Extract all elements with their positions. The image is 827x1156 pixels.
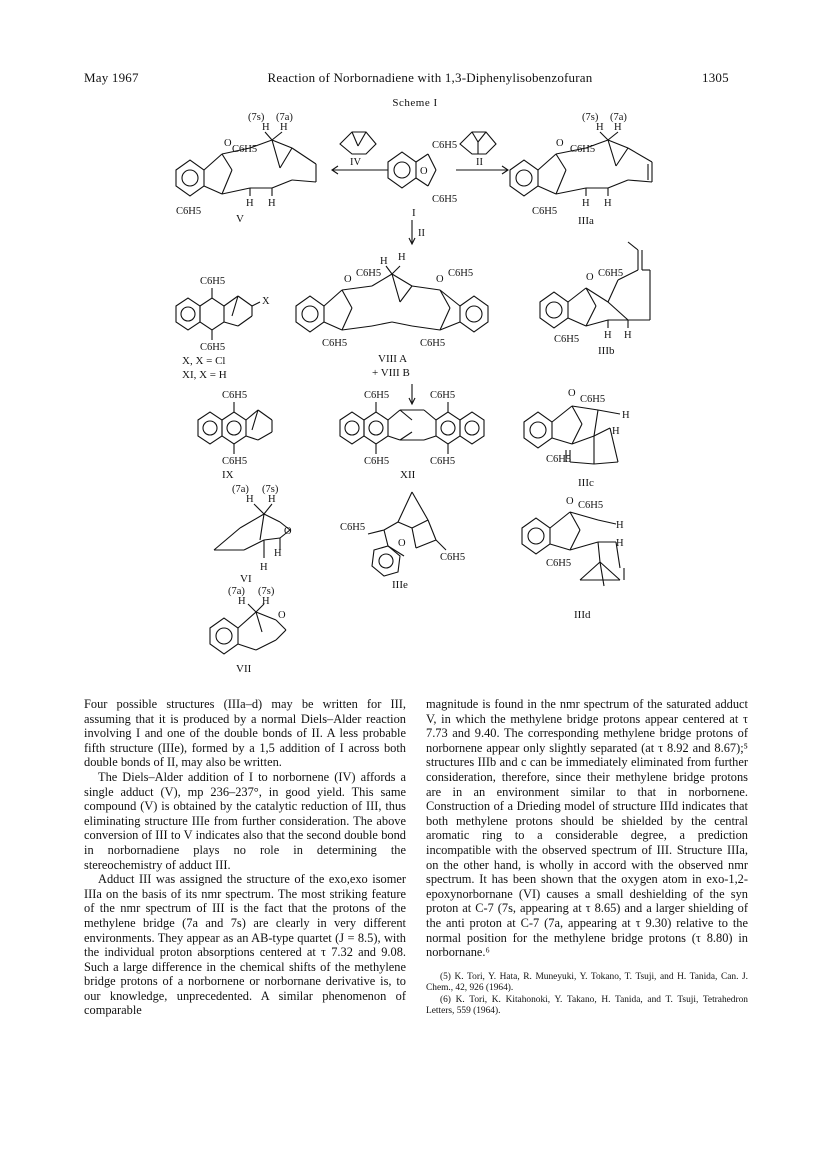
atom-o: O — [344, 274, 352, 285]
compound-label-VIIIB: + VIII B — [372, 367, 410, 379]
substituent-c6h5: C6H5 — [432, 140, 458, 151]
paragraph: Four possible structures (IIIa–d) may be written for III, assuming that it is produced by a normal Diels–Alder reaction involving I and one of the double bonds of II. A less probable fifth structure (IIIe), formed by a 1,5 addition of I across both double bonds of II, may also be written. — [84, 697, 406, 770]
arrow-label-II: II — [476, 157, 483, 168]
structure-IIIe — [340, 492, 465, 591]
compound-label-IIIa: IIIa — [578, 215, 594, 227]
substituent-c6h5: C6H5 — [448, 268, 474, 279]
left-column — [84, 697, 406, 1018]
atom-h-7s: H — [596, 122, 604, 133]
structure-I — [388, 140, 457, 219]
atom-h: H — [246, 494, 254, 505]
footnote-5: (5) K. Tori, Y. Hata, R. Muneyuki, Y. Tokano, T. Tsuji, and H. Tanida, Can. J. Chem., 42, 926 (1964). — [426, 971, 748, 994]
compound-label-IIIc: IIIc — [578, 477, 594, 489]
label-7a: (7a) — [610, 112, 627, 123]
atom-h: H — [616, 538, 624, 549]
atom-o: O — [398, 538, 406, 549]
compound-label-XII: XII — [400, 469, 416, 481]
atom-o: O — [284, 526, 292, 537]
label-7a: (7a) — [232, 484, 249, 495]
compound-label-VII: VII — [236, 663, 252, 675]
substituent-c6h5: C6H5 — [570, 144, 596, 155]
compound-label-IX: IX — [222, 469, 234, 481]
atom-h-7a: H — [614, 122, 622, 133]
atom-h: H — [380, 256, 388, 267]
arrow-label-IV: IV — [350, 157, 362, 168]
arrow-label-II-down: II — [418, 228, 425, 239]
substituent-c6h5: C6H5 — [232, 144, 258, 155]
atom-o: O — [420, 166, 428, 177]
compound-label-IIId: IIId — [574, 609, 591, 621]
substituent-c6h5: C6H5 — [440, 552, 466, 563]
right-column — [426, 697, 748, 1018]
atom-h: H — [246, 198, 254, 209]
substituent-c6h5: C6H5 — [176, 206, 202, 217]
substituent-c6h5: C6H5 — [420, 338, 446, 349]
substituent-c6h5: C6H5 — [546, 558, 572, 569]
structure-IIIa — [510, 112, 652, 227]
label-7s: (7s) — [258, 586, 275, 597]
paragraph: Adduct III was assigned the structure of the exo,exo isomer IIIa on the basis of its nmr spectrum. The most striking feature of the nmr spectrum of III is the fact that the protons of the methylene bridge (7a and 7s) are clearly in very different environments. They appear as an AB-type quartet (J = 8.5), with the individual proton absorptions centered at τ 7.32 and 9.08. Such a large difference in the chemical shifts of the methylene bridge protons of a norbornene or norbornane derivative is, to our knowledge, unprecedented. A similar phenomenon of comparable — [84, 872, 406, 1018]
substituent-c6h5: C6H5 — [364, 456, 390, 467]
structure-IX — [198, 390, 272, 481]
atom-h: H — [604, 330, 612, 341]
label-7s: (7s) — [582, 112, 599, 123]
atom-h-7a: H — [280, 122, 288, 133]
substituent-c6h5: C6H5 — [430, 456, 456, 467]
substituent-c6h5: C6H5 — [532, 206, 558, 217]
arrow-reagent-II — [456, 132, 508, 174]
running-header-date: May 1967 — [84, 70, 139, 85]
atom-o: O — [278, 610, 286, 621]
footnotes — [426, 972, 748, 1018]
compound-label-VIIIA: VIII A — [378, 353, 408, 365]
compound-label-IIIe: IIIe — [392, 579, 408, 591]
atom-h: H — [274, 548, 282, 559]
arrow-reagent-IV — [332, 132, 388, 174]
atom-o: O — [224, 138, 232, 149]
substituent-c6h5: C6H5 — [554, 334, 580, 345]
substituent-c6h5: C6H5 — [222, 390, 248, 401]
substituent-c6h5: C6H5 — [364, 390, 390, 401]
atom-o: O — [556, 138, 564, 149]
atom-h: H — [260, 562, 268, 573]
running-header-title: Reaction of Norbornadiene with 1,3-Diphenylisobenzofuran — [267, 70, 593, 85]
paragraph: The Diels–Alder addition of I to norbornene (IV) affords a single adduct (V), mp 236–237°, in good yield. This same compound (V) is obtained by the catalytic reduction of III, thus eliminating structure IIIe from further consideration. The above conversion of III to V indicates also that the second double bond in norbornadiene plays no role in determining the stereochemistry of adduct III. — [84, 769, 406, 872]
substituent-c6h5: C6H5 — [432, 194, 458, 205]
label-7a: (7a) — [276, 112, 293, 123]
substituent-c6h5: C6H5 — [580, 394, 606, 405]
atom-h: H — [612, 426, 620, 437]
atom-h: H — [398, 252, 406, 263]
reaction-scheme-figure — [0, 110, 827, 680]
atom-o: O — [586, 272, 594, 283]
compound-label-I: I — [412, 207, 416, 219]
atom-h: H — [268, 494, 276, 505]
structure-VIII — [296, 252, 488, 404]
structure-VI — [214, 484, 292, 585]
substituent-c6h5: C6H5 — [200, 342, 226, 353]
atom-h: H — [604, 198, 612, 209]
page-number: 1305 — [702, 70, 729, 85]
structure-IIIb — [540, 242, 650, 357]
substituent-c6h5: C6H5 — [598, 268, 624, 279]
compound-label-VI: VI — [240, 573, 252, 585]
substituent-c6h5: C6H5 — [222, 456, 248, 467]
atom-o: O — [568, 388, 576, 399]
atom-o: O — [436, 274, 444, 285]
substituent-c6h5: C6H5 — [578, 500, 604, 511]
structure-X-XI — [176, 276, 270, 381]
atom-h: H — [582, 198, 590, 209]
atom-o: O — [566, 496, 574, 507]
substituent-c6h5: C6H5 — [340, 522, 366, 533]
atom-x: X — [262, 296, 270, 307]
paragraph: magnitude is found in the nmr spectrum of the saturated adduct V, in which the methylene bridge protons appear centered at τ 7.73 and 9.40. The corresponding methylene bridge protons of norbornene appear only slightly separated (at τ 8.92 and 8.67);⁵ structures IIIb and c can be immediately eliminated from further consideration, therefore, since their methylene bridge protons are in an environment similar to that in norbornene. Construction of a Drieding model of structure IIId indicates that both methylene protons should be shielded by the central aromatic ring to a considerable degree, a prediction incompatible with the observed spectrum of III. Structure IIIa, on the other hand, is wholly in accord with the observed nmr spectrum. It has been shown that the oxygen atom in exo-1,2-epoxynorbornane (VI) causes a small deshielding of the syn proton at C-7 (7s, appearing at τ 8.65) and a larger shielding of the anti proton at C-7 (7a, appearing at τ 9.30) relative to the normal position for the methylene bridge protons (τ 8.80) in norbornane.⁶ — [426, 697, 748, 960]
compound-label-X: X, X = Cl — [182, 355, 226, 367]
atom-h: H — [622, 410, 630, 421]
atom-h: H — [624, 330, 632, 341]
substituent-c6h5: C6H5 — [546, 454, 572, 465]
scheme-title: Scheme I — [392, 97, 438, 109]
substituent-c6h5: C6H5 — [356, 268, 382, 279]
label-7s: (7s) — [248, 112, 265, 123]
atom-h: H — [616, 520, 624, 531]
atom-h: H — [238, 596, 246, 607]
substituent-c6h5: C6H5 — [200, 276, 226, 287]
structure-IIIc — [524, 388, 630, 489]
compound-label-V: V — [236, 213, 244, 225]
compound-label-IIIb: IIIb — [598, 345, 615, 357]
structure-VII — [210, 586, 286, 675]
substituent-c6h5: C6H5 — [322, 338, 348, 349]
label-7a: (7a) — [228, 586, 245, 597]
structure-IIId — [522, 496, 624, 621]
label-7s: (7s) — [262, 484, 279, 495]
footnote-6: (6) K. Tori, K. Kitahonoki, Y. Takano, H. Tanida, and T. Tsuji, Tetrahedron Letters, 559 (1964). — [426, 994, 748, 1017]
atom-h: H — [268, 198, 276, 209]
structure-V — [176, 112, 316, 225]
compound-label-XI: XI, X = H — [182, 369, 227, 381]
atom-h-7s: H — [262, 122, 270, 133]
atom-h: H — [262, 596, 270, 607]
arrow-down-II — [409, 220, 425, 244]
substituent-c6h5: C6H5 — [430, 390, 456, 401]
